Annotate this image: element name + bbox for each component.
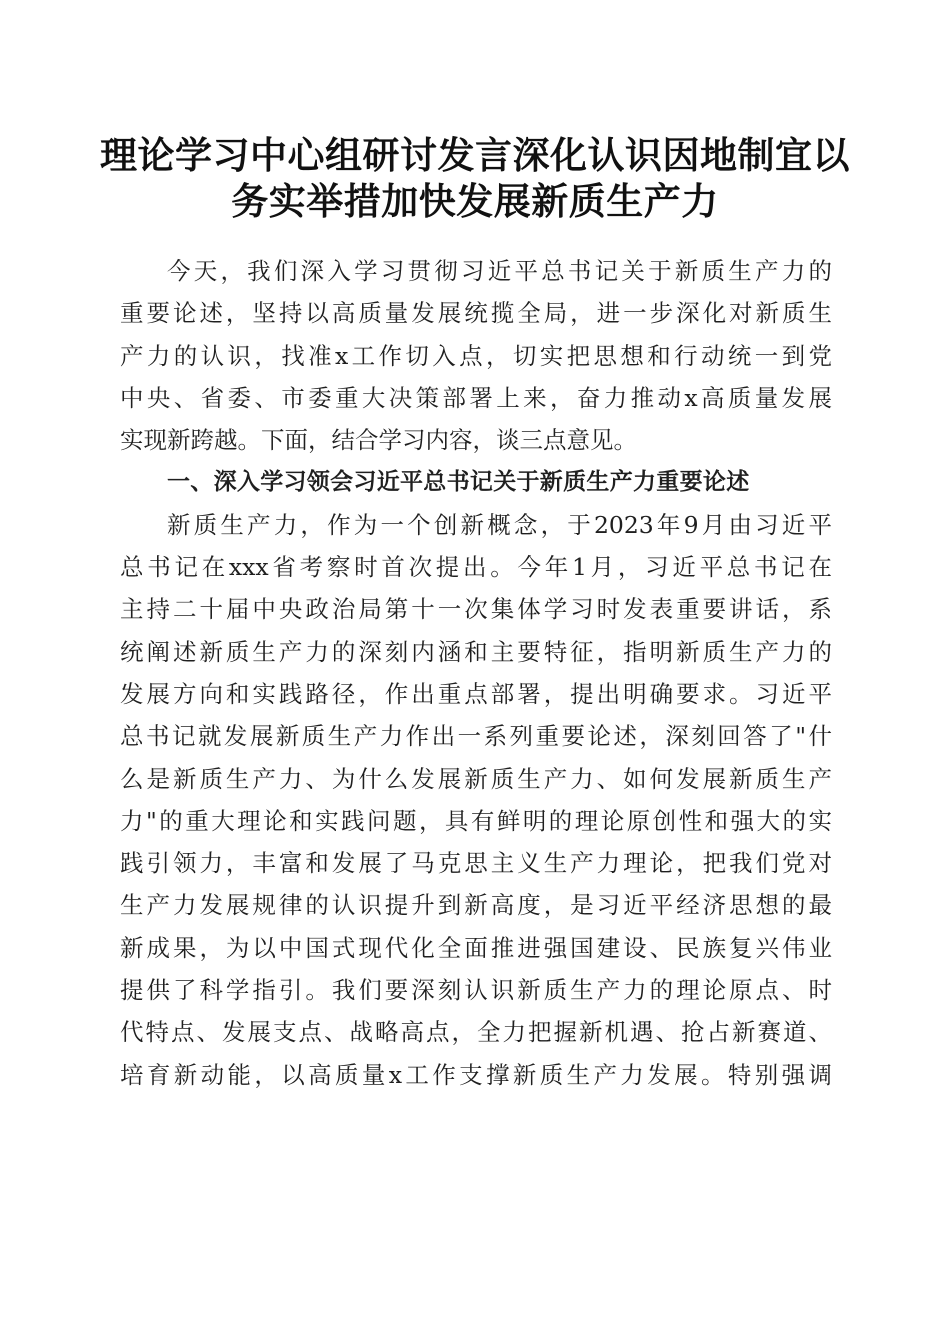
intro-paragraph bbox=[120, 250, 832, 461]
paragraph-line: 代特点、发展支点、战略高点，全力把握新机遇、抢占新赛道、 bbox=[120, 1018, 832, 1047]
paragraph-line: 统阐述新质生产力的深刻内涵和主要特征，指明新质生产力的 bbox=[120, 637, 832, 666]
paragraph-line: 新质生产力，作为一个创新概念，于2023年9月由习近平 bbox=[167, 510, 832, 539]
paragraph-line: 培育新动能，以高质量x工作支撑新质生产力发展。特别强调 bbox=[120, 1060, 832, 1089]
paragraph-line: 实现新跨越。下面，结合学习内容，谈三点意见。 bbox=[120, 426, 637, 455]
paragraph-line: 提供了科学指引。我们要深刻认识新质生产力的理论原点、时 bbox=[120, 976, 832, 1005]
paragraph-line: 发展方向和实践路径，作出重点部署，提出明确要求。习近平 bbox=[120, 679, 832, 708]
paragraph-line: 么是新质生产力、为什么发展新质生产力、如何发展新质生产 bbox=[120, 764, 832, 793]
paragraph-line: 重要论述，坚持以高质量发展统揽全局，进一步深化对新质生 bbox=[120, 299, 832, 328]
document-title bbox=[100, 132, 850, 224]
title-line-1: 理论学习中心组研讨发言深化认识因地制宜以 bbox=[100, 133, 850, 177]
paragraph-line: 总书记在xxx省考察时首次提出。今年1月，习近平总书记在 bbox=[120, 553, 832, 582]
paragraph-line: 产力的认识，找准x工作切入点，切实把思想和行动统一到党 bbox=[120, 341, 832, 370]
section-heading: 一、深入学习领会习近平总书记关于新质生产力重要论述 bbox=[167, 469, 750, 496]
paragraph-line: 新成果，为以中国式现代化全面推进强国建设、民族复兴伟业 bbox=[120, 933, 832, 962]
paragraph-line: 主持二十届中央政治局第十一次集体学习时发表重要讲话，系 bbox=[120, 595, 832, 624]
paragraph-line: 今天，我们深入学习贯彻习近平总书记关于新质生产力的 bbox=[167, 257, 832, 285]
document-body bbox=[120, 250, 832, 1096]
paragraph-line: 力"的重大理论和实践问题，具有鲜明的理论原创性和强大的实 bbox=[120, 806, 832, 835]
title-line-2: 务实举措加快发展新质生产力 bbox=[231, 179, 719, 223]
paragraph-line: 中央、省委、市委重大决策部署上来，奋力推动x高质量发展 bbox=[120, 383, 832, 412]
body-paragraph bbox=[120, 504, 832, 1096]
paragraph-line: 生产力发展规律的认识提升到新高度，是习近平经济思想的最 bbox=[120, 891, 832, 920]
paragraph-line: 践引领力，丰富和发展了马克思主义生产力理论，把我们党对 bbox=[120, 849, 832, 878]
paragraph-line: 总书记就发展新质生产力作出一系列重要论述，深刻回答了"什 bbox=[120, 722, 832, 751]
